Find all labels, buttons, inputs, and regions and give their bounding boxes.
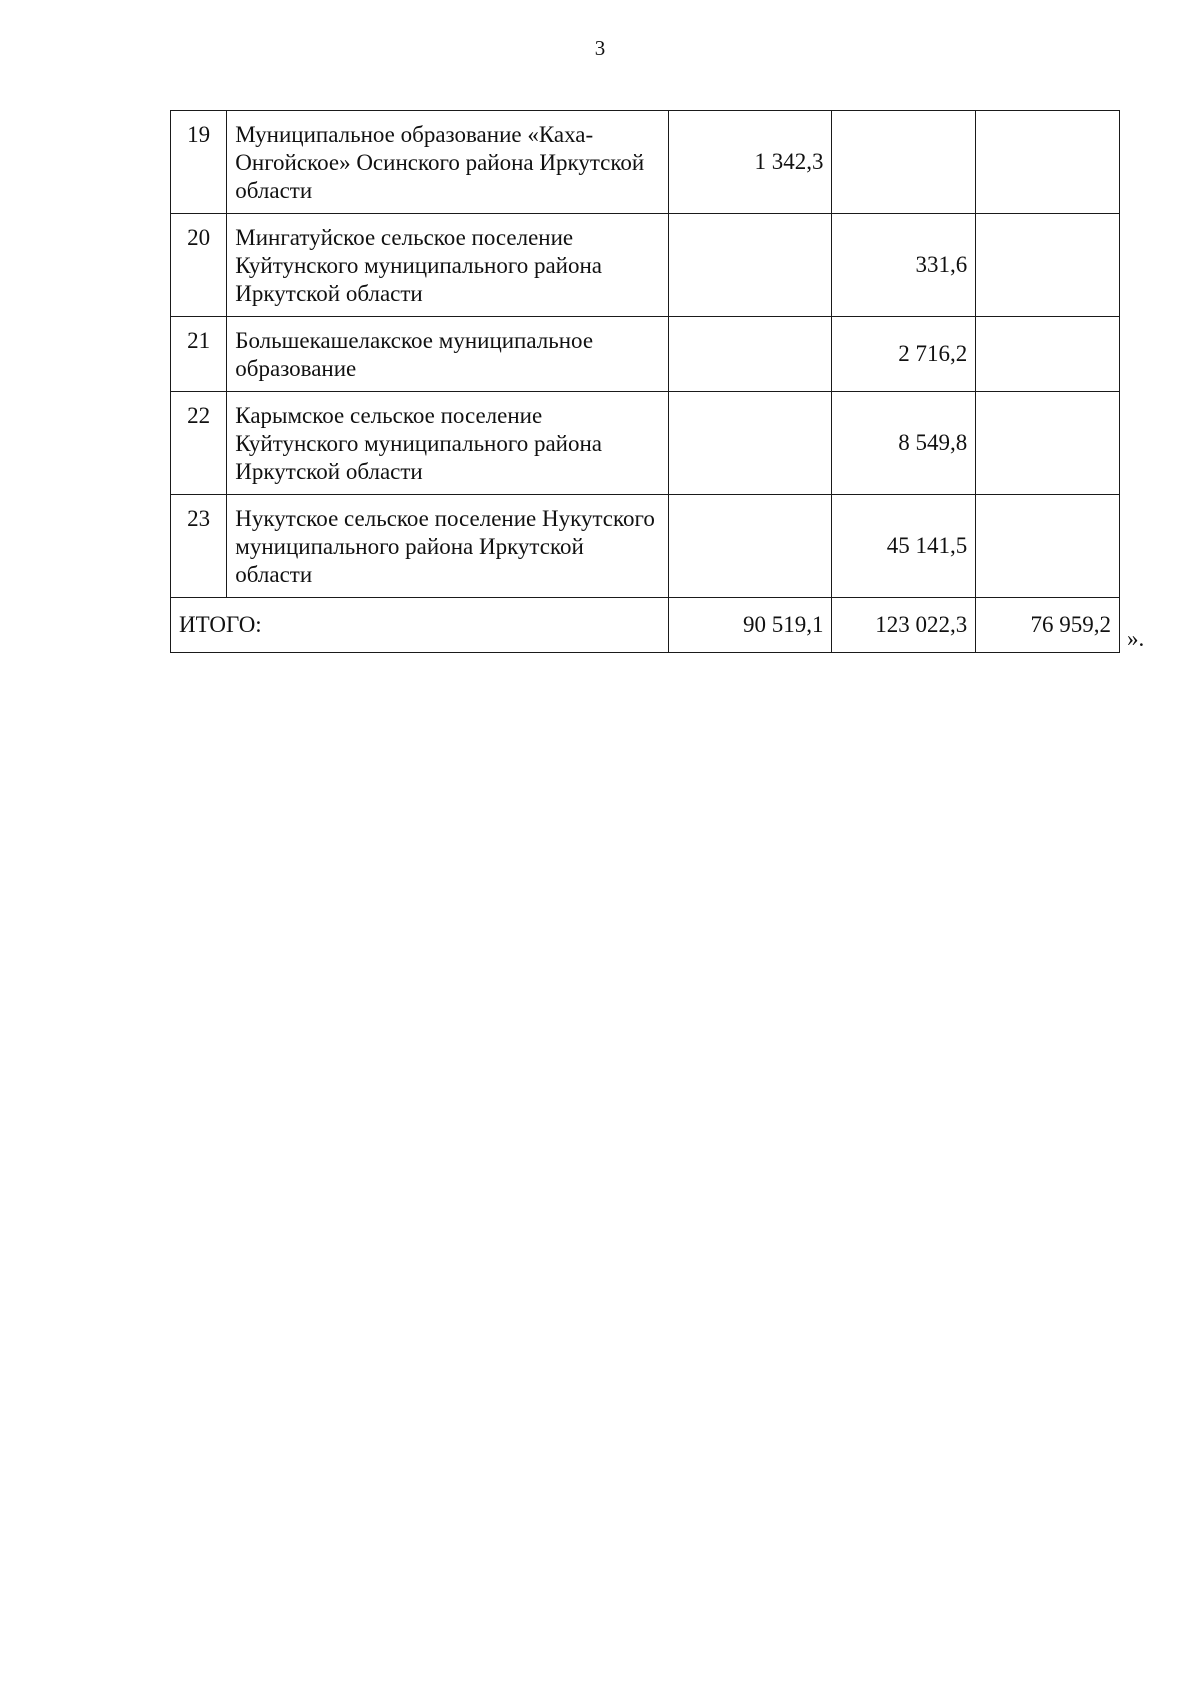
value-column-3 — [976, 495, 1120, 598]
total-row — [171, 598, 1120, 653]
value-column-3 — [976, 111, 1120, 214]
value-column-2: 45 141,5 — [832, 495, 976, 598]
total-value-column-1: 90 519,1 — [668, 598, 832, 653]
value-column-1 — [668, 392, 832, 495]
table-row — [171, 495, 1120, 598]
value-column-3 — [976, 392, 1120, 495]
value-column-3 — [976, 214, 1120, 317]
value-column-1 — [668, 214, 832, 317]
value-column-3 — [976, 317, 1120, 392]
page-number: 3 — [594, 36, 606, 60]
allocation-table-container — [170, 110, 1120, 653]
municipality-name: Карымское сельское поселение Куйтунского муниципального района Иркутской области — [227, 392, 668, 495]
total-label: ИТОГО: — [171, 598, 669, 653]
table-row — [171, 392, 1120, 495]
closing-quote-mark: ». — [1127, 626, 1145, 651]
municipality-name: Нукутское сельское поселение Нукутского муниципального района Иркутской области — [227, 495, 668, 598]
municipality-name: Муниципальное образование «Каха-Онгойское» Осинского района Иркутской области — [227, 111, 668, 214]
allocation-table — [170, 110, 1120, 653]
row-number: 21 — [171, 317, 227, 392]
value-column-2: 8 549,8 — [832, 392, 976, 495]
value-column-1: 1 342,3 — [668, 111, 832, 214]
municipality-name: Большекашелакское муниципальное образование — [227, 317, 668, 392]
table-row — [171, 317, 1120, 392]
municipality-name: Мингатуйское сельское поселение Куйтунского муниципального района Иркутской области — [227, 214, 668, 317]
value-column-2 — [832, 111, 976, 214]
total-value-column-3: 76 959,2 — [976, 598, 1120, 653]
value-column-2: 331,6 — [832, 214, 976, 317]
value-column-1 — [668, 495, 832, 598]
row-number: 23 — [171, 495, 227, 598]
row-number: 19 — [171, 111, 227, 214]
total-value-column-2: 123 022,3 — [832, 598, 976, 653]
table-row — [171, 111, 1120, 214]
table-row — [171, 214, 1120, 317]
row-number: 22 — [171, 392, 227, 495]
value-column-2: 2 716,2 — [832, 317, 976, 392]
value-column-1 — [668, 317, 832, 392]
row-number: 20 — [171, 214, 227, 317]
